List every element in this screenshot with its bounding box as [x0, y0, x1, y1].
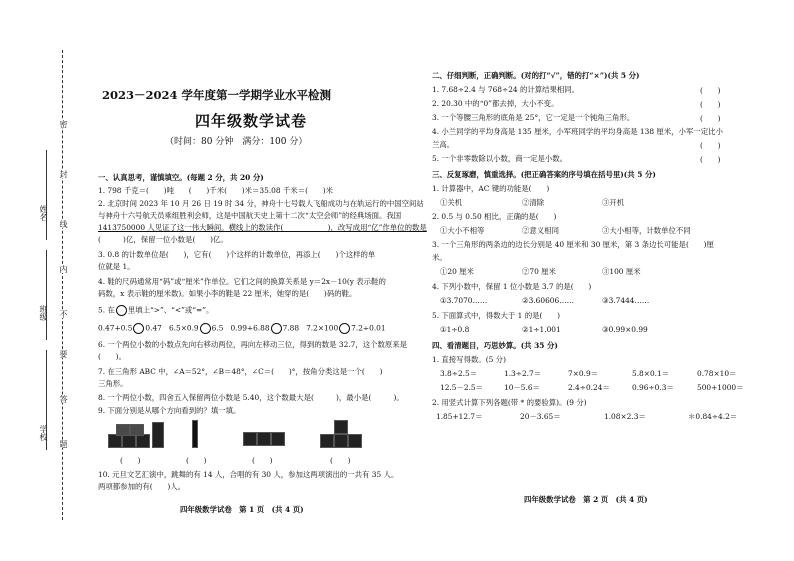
- compare-circle[interactable]: [200, 323, 211, 334]
- q5-item: 7.2×100: [306, 323, 339, 333]
- page-2-footer: 四年级数学试卷 第 2 页 (共 4 页): [524, 495, 648, 504]
- oral-item: 500+1000＝: [697, 383, 744, 392]
- q5: [98, 305, 213, 316]
- seal-char-8: 题: [59, 440, 68, 448]
- q2-line1: 2. 北京时间 2023 年 10 月 26 日 19 时 34 分，神舟十七号载人飞船成功与在轨运行的中国空间站: [98, 199, 424, 208]
- choice-4: 4. 下列小数中，保留 1 位小数是 3.7 的是( ): [432, 282, 592, 291]
- q3-line2: 位就是 1。: [98, 262, 135, 271]
- class-label: 班级: [39, 305, 48, 321]
- vertical-item: ＊0.84÷4.2＝: [688, 412, 738, 421]
- choice-3-opt-a[interactable]: ①20 厘米: [440, 267, 474, 276]
- oral-item: 0.96÷0.3＝: [632, 383, 674, 392]
- choice-5: 5. 下面算式中，得数大于 1 的是( ): [432, 311, 561, 320]
- oral-item: 5.8×0.1＝: [632, 369, 670, 378]
- judge-3: 3. 一个等腰三角形的底角是 25°，它一定是一个钝角三角形。: [432, 113, 635, 122]
- q9-answer-3[interactable]: ( ): [252, 456, 273, 465]
- year-title: 2023－2024 学年度第一学期学业水平检测: [102, 88, 332, 102]
- q5-item: 7.88: [282, 323, 300, 333]
- section-1-heading: 一、认真思考，谨慎填空。(每题 2 分，共 20 分): [98, 173, 264, 182]
- oral-item: 12.5－2.5＝: [440, 383, 483, 392]
- q5-item: 0.99+6.88: [230, 323, 270, 333]
- q6-line2: ( )。: [98, 352, 126, 361]
- vertical-item: 20－3.65＝: [520, 412, 561, 421]
- seal-char-3: 线: [59, 220, 68, 228]
- choice-1-opt-b[interactable]: ②清除: [522, 198, 545, 207]
- seal-char-1: 密: [59, 120, 68, 128]
- choice-2-opt-b[interactable]: ②意义相同: [522, 226, 559, 235]
- judge-4-line2: 兰高。: [432, 140, 455, 149]
- judge-5-answer[interactable]: ( ): [700, 155, 721, 164]
- judge-2-answer[interactable]: ( ): [700, 100, 721, 109]
- choice-3-opt-b[interactable]: ②70 厘米: [522, 267, 556, 276]
- vertical-calc-title: 2. 用竖式计算下列各题(带 * 的要验算)。(9 分): [432, 398, 587, 407]
- judge-1-answer[interactable]: ( ): [700, 86, 721, 95]
- q2-line3: 1413750000 人见证了这一伟大瞬间。横线上的数读作( )，改写成用“亿”作单位的数是: [98, 223, 427, 232]
- q5-item: 6.5: [211, 323, 224, 333]
- q5-item: 0.47+0.5: [98, 323, 133, 333]
- cube: [334, 420, 348, 434]
- cube: [116, 424, 130, 436]
- seal-char-6: 要: [59, 350, 68, 358]
- name-label: 姓名: [39, 205, 48, 221]
- cube: [257, 432, 271, 446]
- choice-2: 2. 0.5 与 0.50 相比，正确的是( ): [432, 212, 557, 221]
- page-1-footer: 四年级数学试卷 第 1 页 (共 4 页): [180, 505, 304, 514]
- cube: [136, 434, 150, 448]
- oral-calc-title: 1. 直接写得数。(5 分): [432, 355, 506, 364]
- vertical-item: 1.08×2.3＝: [604, 412, 646, 421]
- oral-item: 2.4÷0.24＝: [568, 383, 610, 392]
- school-line[interactable]: [46, 350, 47, 450]
- judge-2: 2. 20.30 中的“0”都去掉，大小不变。: [432, 99, 559, 108]
- q9-figure-4: [320, 420, 380, 450]
- choice-4-opt-b[interactable]: ②3.60606……: [522, 296, 574, 305]
- q3-line1: 3. 0.8 的计数单位是( )，它有( )个这样的计数单位，再添上( )个这样的单: [98, 250, 376, 259]
- cube: [108, 434, 122, 448]
- q9: 9. 下面分别是从哪个方向看到的？填一填。: [98, 406, 241, 415]
- section-3-heading: 三、反复琢磨，慎重选择。(把正确答案的序号填在括号里)(共 5 分): [432, 170, 656, 179]
- time-info: （时间：80 分钟 满分：100 分）: [165, 137, 308, 147]
- vertical-item: 1.85+12.7＝: [436, 412, 483, 421]
- section-4-heading: 四、看清题目，巧思妙算。(共 35 分): [432, 341, 558, 350]
- judge-5: 5. 一个非零数除以小数，商一定是小数。: [432, 154, 568, 163]
- q4-line1: 4. 鞋的尺码通常用“码”或“厘米”作单位。它们之间的换算关系是 y＝2x－10(y 表示鞋的: [98, 277, 386, 286]
- oral-item: 3.8÷2.5＝: [440, 369, 478, 378]
- q5-item: 6.5×0.9: [168, 323, 199, 333]
- school-label: 学校: [39, 425, 48, 441]
- q2-line2: 与神舟十六号航天员乘组胜利会师，这是中国航天史上第十二次“太空会师”的经典场面。我国: [98, 211, 402, 220]
- choice-1: 1. 计算器中，AC 键的功能是( ): [432, 184, 550, 193]
- name-line[interactable]: [46, 150, 47, 240]
- oral-item: 10－5.6＝: [504, 383, 540, 392]
- choice-1-opt-a[interactable]: ①关机: [440, 198, 463, 207]
- cube: [271, 432, 285, 446]
- judge-4-line1: 4. 小兰同学的平均身高是 135 厘米，小军班同学的平均身高是 138 厘米，小军一定比小: [432, 127, 723, 136]
- circle-icon: [116, 305, 127, 316]
- q5-item: 7.2÷0.01: [351, 323, 386, 333]
- cube: [192, 420, 198, 448]
- q6-line1: 6. 一个两位小数的小数点先向右移动两位，再向左移动三位，得到的数是 32.7，这个数原来是: [98, 340, 408, 349]
- compare-circle[interactable]: [339, 323, 350, 334]
- q1: 1. 798 千克＝( )吨 ( )千米( )米＝35.08 千米＝( )米: [98, 186, 334, 195]
- q5-label: 5. 在: [98, 305, 115, 315]
- cube: [152, 422, 164, 448]
- choice-2-opt-a[interactable]: ①大小不相等: [440, 226, 485, 235]
- cube: [243, 432, 257, 446]
- page-2: [432, 0, 782, 561]
- choice-2-opt-c[interactable]: ③大小相等，计数单位不同: [602, 226, 691, 235]
- oral-item: 0.78×10＝: [697, 369, 737, 378]
- choice-5-opt-b[interactable]: ②1÷1.001: [522, 325, 561, 334]
- q10-line1: 10. 元旦文艺汇演中，跳舞的有 14 人，合唱的有 30 人，参加这两项演出的一共有 35 人。: [98, 470, 399, 479]
- q7-line1: 7. 在三角形 ABC 中，∠A＝52°，∠B＝48°，∠C＝( )°，按角分类这是一个( ): [98, 367, 383, 376]
- q9-answer-2[interactable]: ( ): [186, 456, 207, 465]
- choice-3-line2: 米。: [432, 253, 447, 262]
- choice-3-opt-c[interactable]: ③100 厘米: [602, 267, 641, 276]
- judge-4-answer[interactable]: ( ): [700, 141, 721, 150]
- q2-line4: ( )亿，保留一位小数是( )亿。: [98, 235, 228, 244]
- choice-5-opt-c[interactable]: ③0.99×0.99: [602, 325, 648, 334]
- q10-line2: 两项都参加的有( )人。: [98, 482, 186, 491]
- exam-title: 四年级数学试卷: [195, 112, 308, 130]
- cube: [122, 434, 136, 448]
- seal-char-2: 封: [59, 170, 68, 178]
- q9-answer-4[interactable]: ( ): [330, 456, 351, 465]
- judge-3-answer[interactable]: ( ): [700, 114, 721, 123]
- q8: 8. 一个两位小数，四舍五入保留两位小数是 5.40，这个数最大是( )，最小是( )。: [98, 393, 404, 402]
- q4-line2: 码数，x 表示鞋的厘米数)。如果小李的鞋是 22 厘米，她穿的是( )码的鞋。: [98, 289, 357, 298]
- cube: [334, 434, 348, 448]
- cube: [130, 424, 144, 436]
- page-1: [80, 0, 427, 561]
- seal-char-5: 不: [59, 310, 68, 318]
- compare-circle[interactable]: [133, 323, 144, 334]
- cube: [348, 434, 362, 448]
- oral-item: 1.3÷2.7＝: [504, 369, 542, 378]
- compare-circle[interactable]: [271, 323, 282, 334]
- choice-5-opt-a[interactable]: ①1÷0.8: [440, 325, 470, 334]
- choice-4-opt-a[interactable]: ①3.7070……: [440, 296, 488, 305]
- section-2-heading: 二、仔细判断，正确判断。(对的打“√”，错的打“×”)(共 5 分): [432, 71, 640, 80]
- q9-figure-1: [108, 422, 168, 452]
- binding-margin: [0, 0, 75, 561]
- q5-item: 0.47: [145, 323, 162, 333]
- choice-4-opt-c[interactable]: ③3.7444……: [602, 296, 650, 305]
- cube: [320, 434, 334, 448]
- class-line[interactable]: [46, 250, 47, 340]
- q5-items: [98, 323, 386, 334]
- oral-item: 7×0.9＝: [568, 369, 599, 378]
- q9-figure-3: [243, 432, 303, 448]
- seal-char-4: 内: [59, 265, 68, 273]
- q5-instruction: 里填上“>”、“<”或“=”。: [127, 305, 214, 315]
- q9-answer-1[interactable]: ( ): [120, 456, 141, 465]
- judge-1: 1. 7.68÷2.4 与 768÷24 的计算结果相同。: [432, 85, 580, 94]
- seal-char-7: 答: [59, 395, 68, 403]
- q7-line2: 三角形。: [98, 379, 128, 388]
- choice-3-line1: 3. 一个三角形的两条边的边长分别是 40 厘米和 30 厘米，第 3 条边长可能是( )厘: [432, 240, 714, 249]
- choice-1-opt-c[interactable]: ③开机: [602, 198, 625, 207]
